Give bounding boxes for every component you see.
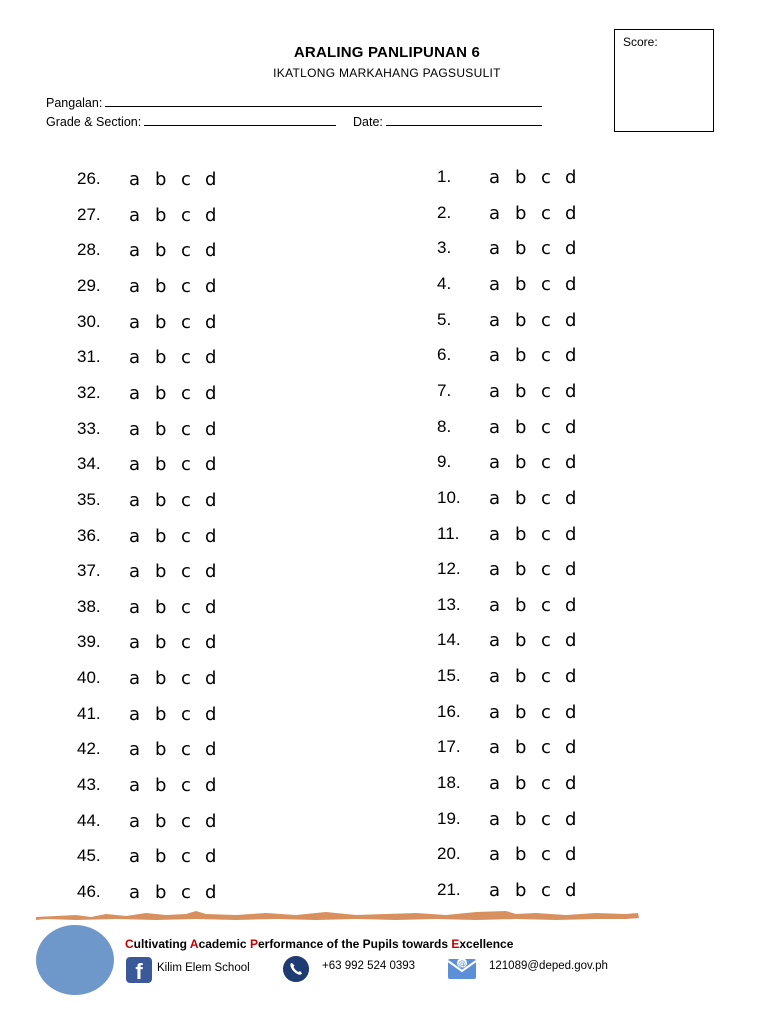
choice-d[interactable]: d [205,846,217,868]
choice-a[interactable]: a [489,737,501,759]
answer-row [77,347,277,377]
choice-b[interactable]: b [515,523,527,545]
choice-b[interactable]: b [515,452,527,474]
choice-b[interactable]: b [155,275,167,297]
choice-c[interactable]: c [181,703,191,725]
choice-b[interactable]: b [155,596,167,618]
choice-c[interactable]: c [541,880,551,901]
choice-b[interactable]: b [515,202,527,224]
choice-a[interactable]: a [129,240,141,262]
item-number: 26. [77,169,101,188]
grade-label: Grade & Section: [46,115,142,129]
choice-b[interactable]: b [155,739,167,761]
slogan-initial: C [125,937,134,951]
slogan-text: erformance of the Pupils towards [257,937,452,951]
email-address: 121089@deped.gov.ph [489,960,608,972]
choice-d[interactable]: d [205,525,217,547]
choice-d[interactable]: d [565,808,577,830]
answer-row [437,524,637,554]
choice-b[interactable]: b [515,808,527,830]
choice-b[interactable]: b [155,311,167,333]
answer-row [437,345,637,375]
item-number: 30. [77,311,101,331]
choice-d[interactable]: d [205,596,217,618]
choice-b[interactable]: b [155,882,167,903]
item-number: 45. [77,846,101,866]
choice-b[interactable]: b [155,240,167,262]
date-field[interactable] [353,114,542,129]
slogan-initial: A [189,937,199,951]
choice-a[interactable]: a [489,559,501,581]
choice-a[interactable]: a [489,630,501,652]
slogan-text: cademic [198,937,250,951]
choice-d[interactable]: d [205,561,217,583]
choice-a[interactable]: a [129,561,141,583]
choice-b[interactable]: b [515,880,527,901]
answer-row [77,597,277,627]
choice-d[interactable]: d [565,630,577,652]
answer-row [437,274,637,304]
choice-a[interactable]: a [129,775,141,797]
choice-c[interactable]: c [181,240,191,262]
choice-a[interactable]: a [129,347,141,369]
choice-d[interactable]: d [565,380,577,402]
item-number: 20. [437,844,461,864]
slogan-text: xcellence [459,937,514,951]
date-label: Date: [353,115,383,129]
choice-d[interactable]: d [205,418,217,440]
answer-row [77,276,277,306]
choice-d[interactable]: d [205,739,217,761]
choice-c[interactable]: c [541,416,551,438]
choice-d[interactable]: d [565,273,577,295]
answer-row [437,702,637,732]
choice-d[interactable]: d [565,345,577,367]
item-number: 46. [77,882,101,901]
choice-a[interactable]: a [489,345,501,367]
choice-c[interactable]: c [541,487,551,509]
answer-row [77,811,277,841]
choice-b[interactable]: b [155,454,167,476]
choice-a[interactable]: a [489,380,501,402]
choice-c[interactable]: c [181,668,191,690]
choice-c[interactable]: c [541,345,551,367]
choice-b[interactable]: b [155,169,167,190]
choice-a[interactable]: a [489,594,501,616]
choice-d[interactable]: d [565,737,577,759]
answer-row [77,632,277,662]
choice-a[interactable]: a [489,773,501,795]
svg-text:@: @ [458,959,466,968]
choice-d[interactable]: d [565,202,577,224]
choice-c[interactable]: c [181,882,191,903]
item-number: 1. [437,167,452,186]
answer-row [437,417,637,447]
item-number: 19. [437,808,461,828]
choice-b[interactable]: b [515,238,527,260]
choice-c[interactable]: c [541,773,551,795]
item-number: 10. [437,487,461,507]
choice-a[interactable]: a [489,452,501,474]
choice-d[interactable]: d [565,701,577,723]
choice-b[interactable]: b [515,630,527,652]
answer-row [77,490,277,520]
item-number: 16. [437,701,461,721]
choice-b[interactable]: b [155,347,167,369]
answer-row [437,203,637,233]
choice-a[interactable]: a [129,382,141,404]
choice-c[interactable]: c [541,309,551,331]
choice-d[interactable]: d [205,775,217,797]
choice-d[interactable]: d [205,204,217,226]
choice-d[interactable]: d [205,169,217,190]
item-number: 15. [437,666,461,686]
choice-a[interactable]: a [489,238,501,260]
answer-row [437,167,637,197]
answer-row [77,704,277,734]
choice-d[interactable]: d [565,773,577,795]
choice-a[interactable]: a [489,880,501,901]
choice-a[interactable]: a [129,204,141,226]
phone-number: +63 992 524 0393 [322,960,416,972]
item-number: 36. [77,525,101,545]
choice-d[interactable]: d [205,810,217,832]
choice-b[interactable]: b [515,416,527,438]
item-number: 11. [437,523,460,543]
item-number: 29. [77,275,101,295]
choice-d[interactable]: d [205,347,217,369]
choice-c[interactable]: c [541,167,551,188]
answer-row [77,775,277,805]
item-number: 28. [77,240,101,260]
footer-slogan [125,937,513,951]
item-number: 7. [437,380,452,400]
choice-c[interactable]: c [541,844,551,866]
choice-c[interactable]: c [181,489,191,511]
choice-c[interactable]: c [541,737,551,759]
choice-c[interactable]: c [541,808,551,830]
name-field[interactable] [46,95,542,110]
choice-d[interactable]: d [565,559,577,581]
item-number: 34. [77,454,101,474]
choice-b[interactable]: b [515,844,527,866]
answer-row [437,666,637,696]
choice-a[interactable]: a [129,703,141,725]
choice-d[interactable]: d [205,454,217,476]
slogan-initial: P [249,937,258,951]
choice-a[interactable]: a [489,487,501,509]
choice-a[interactable]: a [129,418,141,440]
choice-b[interactable]: b [155,382,167,404]
choice-c[interactable]: c [541,452,551,474]
item-number: 4. [437,273,452,293]
choice-a[interactable]: a [489,416,501,438]
choice-c[interactable]: c [541,238,551,260]
choice-c[interactable]: c [541,202,551,224]
choice-b[interactable]: b [515,701,527,723]
choice-a[interactable]: a [129,525,141,547]
item-number: 13. [437,594,461,614]
answer-row [437,809,637,839]
answer-row [77,240,277,270]
choice-b[interactable]: b [155,846,167,868]
choice-b[interactable]: b [155,525,167,547]
choice-a[interactable]: a [489,701,501,723]
item-number: 39. [77,632,101,652]
choice-c[interactable]: c [541,701,551,723]
choice-a[interactable]: a [129,668,141,690]
choice-b[interactable]: b [515,487,527,509]
choice-c[interactable]: c [541,594,551,616]
choice-b[interactable]: b [515,380,527,402]
choice-c[interactable]: c [181,454,191,476]
score-label: Score: [623,35,658,49]
answer-row [77,454,277,484]
choice-a[interactable]: a [489,309,501,331]
item-number: 37. [77,561,101,581]
choice-b[interactable]: b [155,418,167,440]
choice-c[interactable]: c [181,347,191,369]
choice-b[interactable]: b [155,668,167,690]
item-number: 31. [77,347,101,367]
choice-b[interactable]: b [515,559,527,581]
item-number: 5. [437,309,452,329]
choice-c[interactable]: c [181,739,191,761]
choice-d[interactable]: d [565,167,577,188]
choice-a[interactable]: a [129,489,141,511]
choice-c[interactable]: c [541,273,551,295]
choice-a[interactable]: a [129,275,141,297]
choice-a[interactable]: a [129,739,141,761]
choice-c[interactable]: c [181,525,191,547]
choice-b[interactable]: b [155,703,167,725]
item-number: 14. [437,630,461,650]
choice-a[interactable]: a [489,666,501,688]
choice-a[interactable]: a [489,273,501,295]
choice-d[interactable]: d [565,238,577,260]
choice-d[interactable]: d [565,309,577,331]
item-number: 42. [77,739,101,759]
answer-row [437,559,637,589]
choice-d[interactable]: d [205,632,217,654]
choice-c[interactable]: c [181,775,191,797]
answer-row [77,668,277,698]
answer-row [437,737,637,767]
choice-b[interactable]: b [155,561,167,583]
item-number: 40. [77,668,101,688]
item-number: 6. [437,345,452,365]
choice-c[interactable]: c [181,810,191,832]
choice-a[interactable]: a [129,810,141,832]
slogan-initial: E [451,937,460,951]
answer-row [77,312,277,342]
choice-d[interactable]: d [205,703,217,725]
choice-b[interactable]: b [515,773,527,795]
choice-d[interactable]: d [565,487,577,509]
item-number: 21. [437,880,461,899]
page-subtitle: IKATLONG MARKAHANG PAGSUSULIT [273,66,501,80]
choice-c[interactable]: c [181,204,191,226]
answer-row [437,630,637,660]
choice-a[interactable]: a [489,202,501,224]
choice-d[interactable]: d [205,311,217,333]
school-logo-circle [36,925,114,995]
grade-blank[interactable] [144,114,336,126]
choice-d[interactable]: d [565,416,577,438]
choice-d[interactable]: d [205,668,217,690]
date-blank[interactable] [386,114,542,126]
choice-b[interactable]: b [155,204,167,226]
answer-row [77,526,277,556]
item-number: 2. [437,202,452,222]
answer-row [437,773,637,803]
slogan-text: ultivating [133,937,190,951]
item-number: 3. [437,238,452,258]
name-label: Pangalan: [46,96,103,110]
answer-row [77,846,277,876]
answer-row [77,739,277,769]
choice-b[interactable]: b [515,666,527,688]
answer-row [77,419,277,449]
answer-row [437,488,637,518]
choice-c[interactable]: c [181,311,191,333]
item-number: 44. [77,810,101,830]
choice-b[interactable]: b [155,632,167,654]
choice-c[interactable]: c [181,382,191,404]
choice-b[interactable]: b [515,345,527,367]
choice-a[interactable]: a [129,311,141,333]
item-number: 18. [437,773,461,793]
choice-c[interactable]: c [181,561,191,583]
item-number: 35. [77,489,101,509]
answer-row [437,595,637,625]
choice-b[interactable]: b [515,737,527,759]
choice-d[interactable]: d [565,880,577,901]
choice-d[interactable]: d [565,844,577,866]
facebook-icon: f [126,957,152,983]
choice-d[interactable]: d [565,452,577,474]
answer-row [437,452,637,482]
item-number: 38. [77,596,101,616]
item-number: 32. [77,382,101,402]
choice-d[interactable]: d [205,240,217,262]
choice-d[interactable]: d [205,489,217,511]
choice-c[interactable]: c [181,632,191,654]
answer-row [77,169,277,199]
choice-c[interactable]: c [181,275,191,297]
choice-b[interactable]: b [515,594,527,616]
choice-c[interactable]: c [181,596,191,618]
choice-c[interactable]: c [541,559,551,581]
choice-d[interactable]: d [565,666,577,688]
grade-section-field[interactable] [46,114,336,129]
choice-d[interactable]: d [565,523,577,545]
choice-c[interactable]: c [541,523,551,545]
phone-icon [283,956,309,982]
item-number: 27. [77,204,101,224]
choice-a[interactable]: a [129,454,141,476]
choice-c[interactable]: c [181,846,191,868]
item-number: 41. [77,703,101,723]
answer-row [77,561,277,591]
choice-a[interactable]: a [489,844,501,866]
item-number: 12. [437,559,461,579]
school-name: Kilim Elem School [157,962,250,974]
choice-c[interactable]: c [181,418,191,440]
choice-d[interactable]: d [205,882,217,903]
item-number: 8. [437,416,452,436]
choice-d[interactable]: d [205,275,217,297]
page-title: ARALING PANLIPUNAN 6 [293,44,481,61]
choice-c[interactable]: c [541,666,551,688]
choice-a[interactable]: a [129,169,141,190]
choice-a[interactable]: a [489,808,501,830]
answer-row [437,310,637,340]
choice-b[interactable]: b [515,309,527,331]
choice-d[interactable]: d [205,382,217,404]
answer-row [437,381,637,411]
choice-b[interactable]: b [515,273,527,295]
answer-row [77,383,277,413]
choice-a[interactable]: a [129,882,141,903]
answer-row [437,844,637,874]
item-number: 9. [437,452,452,472]
choice-c[interactable]: c [541,630,551,652]
choice-c[interactable]: c [541,380,551,402]
item-number: 43. [77,775,101,795]
item-number: 33. [77,418,101,438]
footer-brush-bar [36,906,640,922]
item-number: 17. [437,737,461,757]
name-blank[interactable] [105,95,542,107]
choice-a[interactable]: a [489,523,501,545]
choice-c[interactable]: c [181,169,191,190]
choice-a[interactable]: a [129,846,141,868]
choice-a[interactable]: a [489,167,501,188]
choice-b[interactable]: b [155,810,167,832]
choice-a[interactable]: a [129,632,141,654]
choice-d[interactable]: d [565,594,577,616]
choice-b[interactable]: b [155,775,167,797]
email-icon [447,955,477,981]
choice-a[interactable]: a [129,596,141,618]
answer-row [77,205,277,235]
choice-b[interactable]: b [515,167,527,188]
choice-b[interactable]: b [155,489,167,511]
answer-row [437,238,637,268]
